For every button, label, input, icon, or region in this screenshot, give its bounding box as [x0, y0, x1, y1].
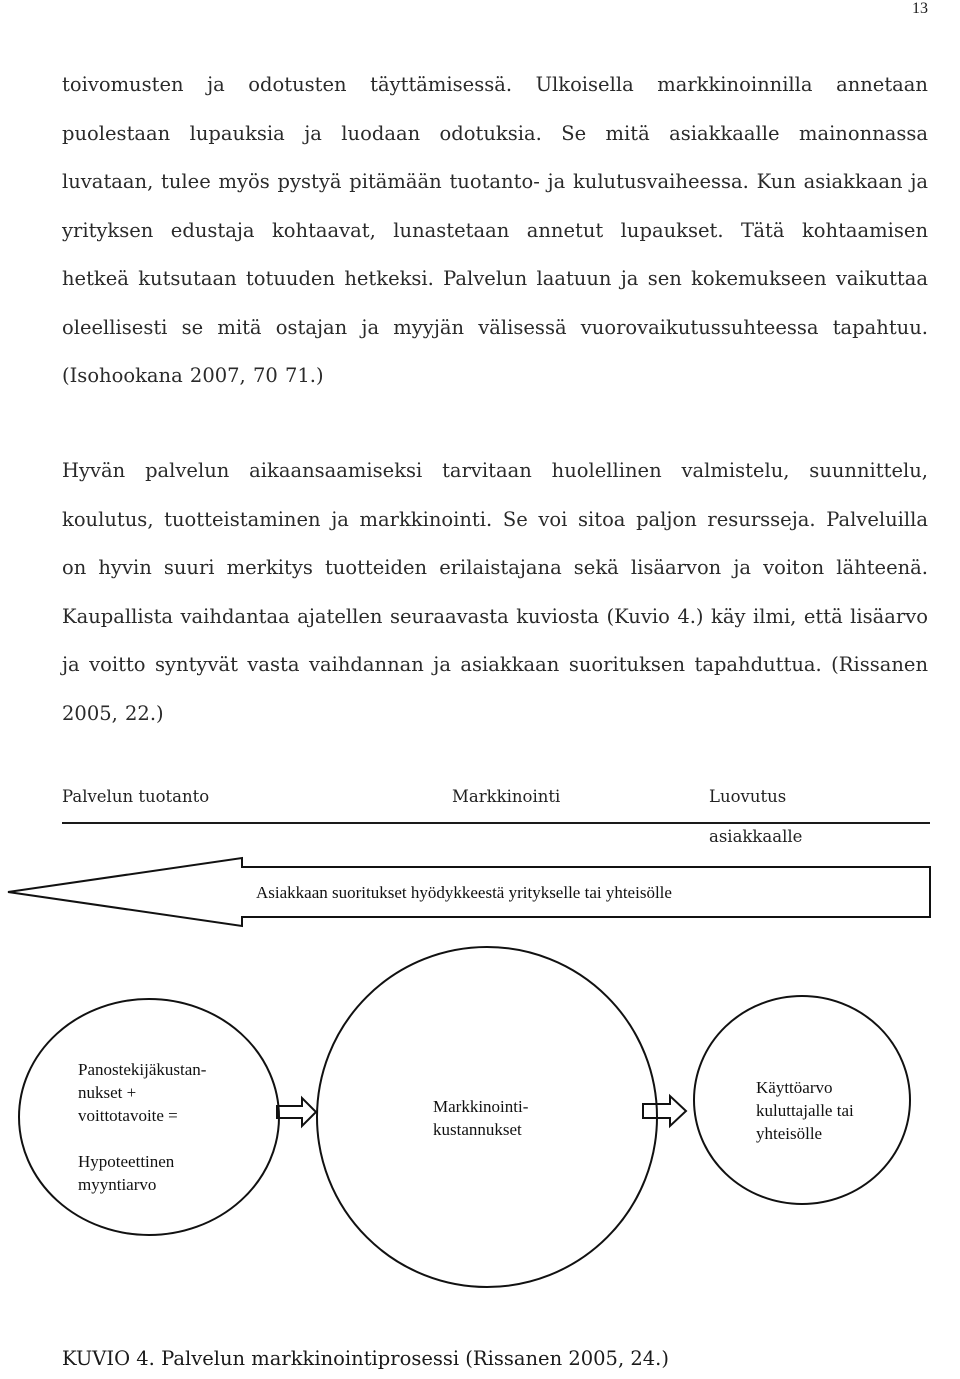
circle2-line1: Markkinointi-: [433, 1097, 529, 1116]
circle3-line2: kuluttajalle tai: [756, 1101, 854, 1120]
paragraph-2: Hyvän palvelun aikaansaamiseksi tarvitaan huolellinen valmistelu, suunnittelu, koulutus, tuotteistaminen ja markkinointi. Se voi sitoa paljon resursseja. Palveluilla on hyvin suuri merkitys tuotteiden erilaistajana sekä lisäarvon ja voiton lähteenä. Kaupallista vaihdantaa ajatellen seuraavasta kuviosta (Kuvio 4.) käy ilmi, että lisäarvo ja voitto syntyvät vasta vaihdannan ja asiakkaan suorituksen tapahduttua. (Rissanen 2005, 22.): [62, 459, 928, 725]
plus-arrow: [277, 1098, 316, 1126]
circle3-line1: Käyttöarvo: [756, 1078, 833, 1097]
header-production: Palvelun tuotanto: [62, 787, 210, 806]
circle1-line5: myyntiarvo: [78, 1175, 157, 1194]
arrow-label: Asiakkaan suoritukset hyödykkeestä yritykselle tai yhteisölle: [256, 883, 672, 902]
circle1-line1: Panostekijäkustan-: [78, 1060, 207, 1079]
page-number: 13: [912, 0, 928, 17]
circle1-line3: voittotavoite =: [78, 1106, 178, 1125]
circle1-line2: nukset +: [78, 1083, 137, 1102]
circle2-line2: kustannukset: [433, 1120, 522, 1139]
paragraph-1: toivomusten ja odotusten täyttämisessä. Ulkoisella markkinoinnilla annetaan puolestaan lupauksia ja luodaan odotuksia. Se mitä asiakkaalle mainonnassa luvataan, tulee myös pystyä pitämään tuotanto- ja kulutusvaiheessa. Kun asiakkaan ja yrityksen edustaja kohtaavat, lunastetaan annetut lupaukset. Tätä kohtaamisen hetkeä kutsutaan totuuden hetkeksi. Palvelun laatuun ja sen kokemukseen vaikuttaa oleellisesti se mitä ostajan ja myyjän välisessä vuorovaikutussuhteessa tapahtuu. (Isohookana 2007, 70 71.): [62, 73, 928, 387]
circle1-line4: Hypoteettinen: [78, 1152, 175, 1171]
circle3-line3: yhteisölle: [756, 1124, 823, 1143]
header-delivery-line2: asiakkaalle: [709, 827, 803, 846]
header-delivery-line1: Luovutus: [709, 787, 787, 806]
figure-caption: KUVIO 4. Palvelun markkinointiprosessi (Rissanen 2005, 24.): [62, 1347, 669, 1370]
header-marketing: Markkinointi: [452, 787, 561, 806]
equals-arrow: [643, 1096, 686, 1126]
